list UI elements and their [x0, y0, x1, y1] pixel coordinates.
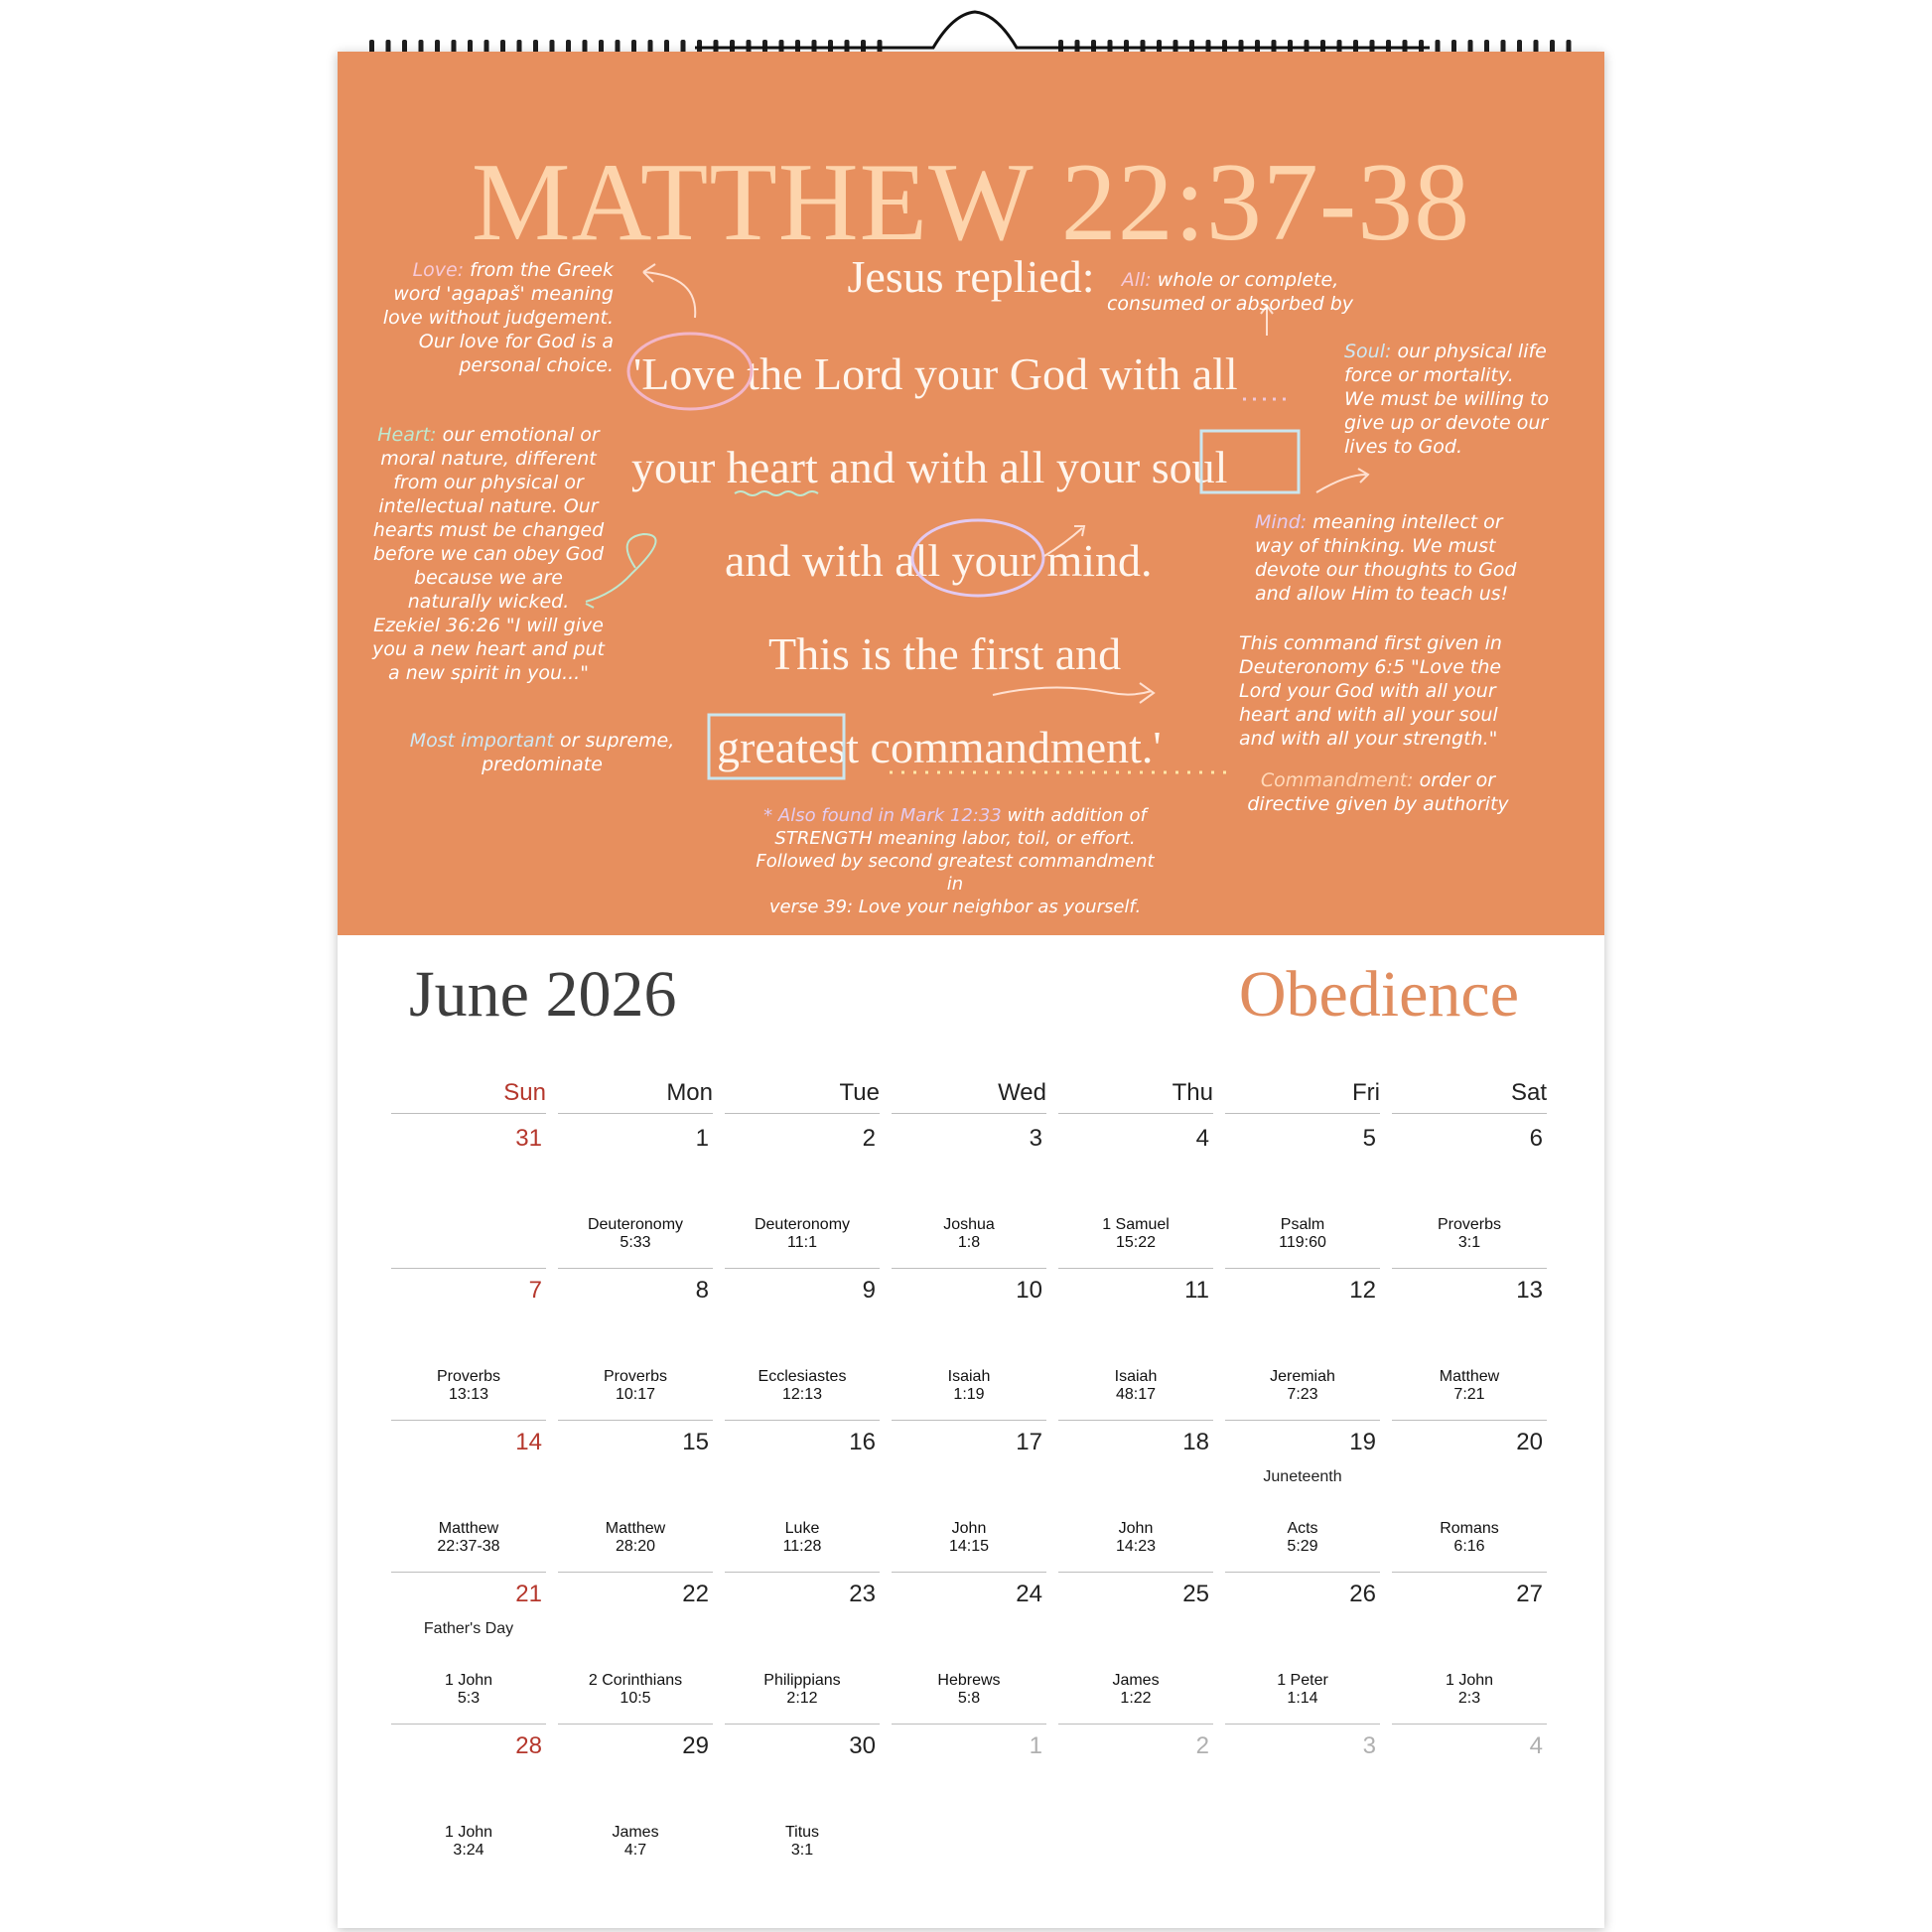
scripture-reference: 1 Samuel 15:22 — [1102, 1216, 1170, 1251]
note-mind: Mind: meaning intellect or way of thinking. We must devote our thoughts to God and allow Him to teach us! — [1255, 511, 1517, 605]
day-cell[interactable] — [1225, 1269, 1380, 1421]
day-cell[interactable] — [725, 1725, 880, 1875]
soul-box — [1201, 431, 1299, 492]
day-number: 6 — [1529, 1125, 1543, 1152]
day-cell[interactable] — [558, 1421, 713, 1573]
day-number: 5 — [1362, 1125, 1376, 1152]
scripture-reference: Isaiah 48:17 — [1114, 1368, 1158, 1403]
day-cell[interactable] — [892, 1269, 1046, 1421]
scripture-reference: Titus 3:1 — [784, 1824, 820, 1859]
scripture-reference: Psalm 119:60 — [1279, 1216, 1326, 1251]
day-number: 2 — [1195, 1732, 1209, 1759]
day-cell[interactable] — [391, 1573, 546, 1725]
scripture-reference: Matthew 22:37-38 — [437, 1520, 500, 1555]
scripture-reference: Jeremiah 7:23 — [1270, 1368, 1335, 1403]
day-cell[interactable] — [558, 1117, 713, 1269]
day-number: 3 — [1029, 1125, 1042, 1152]
love-circle — [628, 334, 752, 409]
day-cell[interactable] — [1225, 1725, 1380, 1875]
day-number: 20 — [1516, 1429, 1543, 1455]
day-cell[interactable] — [892, 1725, 1046, 1875]
day-number: 1 — [695, 1125, 709, 1152]
day-number: 4 — [1529, 1732, 1543, 1759]
day-cell[interactable] — [1058, 1573, 1213, 1725]
scripture-reference: Acts 5:29 — [1287, 1520, 1318, 1555]
note-mark: * Also found in Mark 12:33 with addition of STRENGTH meaning labor, toil, or effort. Followed by second greatest commandment in verse 39: Love your neighbor as yourself. — [756, 805, 1155, 917]
verse-intro: Jesus replied: — [847, 251, 1095, 302]
day-cell[interactable] — [391, 1421, 546, 1573]
scripture-reference: Isaiah 1:19 — [947, 1368, 991, 1403]
scripture-reference: 1 John 3:24 — [444, 1824, 493, 1859]
day-number: 1 — [1029, 1732, 1042, 1759]
scripture-title: MATTHEW 22:37-38 — [471, 141, 1471, 264]
weekday-tue: Tue — [725, 1079, 880, 1114]
scripture-reference: Hebrews 5:8 — [937, 1672, 1001, 1707]
day-number: 23 — [849, 1581, 876, 1607]
day-number: 27 — [1516, 1581, 1543, 1607]
day-cell[interactable] — [725, 1573, 880, 1725]
day-cell[interactable] — [1392, 1269, 1547, 1421]
day-number: 17 — [1016, 1429, 1042, 1455]
day-cell[interactable] — [1058, 1421, 1213, 1573]
day-cell[interactable] — [1058, 1117, 1213, 1269]
mind-circle — [912, 520, 1043, 596]
month-title: June 2026 — [409, 958, 677, 1031]
day-cell[interactable] — [1392, 1573, 1547, 1725]
day-cell[interactable] — [558, 1269, 713, 1421]
scripture-panel — [338, 52, 1604, 935]
weekday-sat: Sat — [1392, 1079, 1547, 1114]
day-cell[interactable] — [1225, 1421, 1380, 1573]
scripture-reference: Luke 11:28 — [782, 1520, 822, 1555]
note-all: All: whole or complete, consumed or absorbed by — [1106, 269, 1354, 315]
scripture-reference: Proverbs 13:13 — [436, 1368, 501, 1403]
day-cell[interactable] — [391, 1725, 546, 1875]
verse-line-2: your heart and with all your soul — [631, 442, 1228, 492]
day-number: 14 — [515, 1429, 542, 1455]
verse-line-1: 'Love the Lord your God with all — [633, 348, 1238, 399]
day-cell[interactable] — [1392, 1725, 1547, 1875]
weekday-sun: Sun — [391, 1079, 546, 1114]
day-cell[interactable] — [1392, 1117, 1547, 1269]
scripture-reference: Philippians 2:12 — [763, 1672, 841, 1707]
note-love: Love: from the Greek word 'agapaš' meaning love without judgement. Our love for God is a personal choice. — [382, 259, 614, 376]
day-number: 3 — [1362, 1732, 1376, 1759]
note-most-important: Most important or supreme, predominate — [409, 730, 675, 775]
scripture-reference: Joshua 1:8 — [943, 1216, 995, 1251]
scripture-reference: John 14:23 — [1115, 1520, 1157, 1555]
day-number: 24 — [1016, 1581, 1042, 1607]
weekday-fri: Fri — [1225, 1079, 1380, 1114]
day-cell[interactable] — [725, 1421, 880, 1573]
scripture-reference: Deuteronomy 11:1 — [754, 1216, 851, 1251]
day-cell[interactable] — [892, 1421, 1046, 1573]
weekday-thu: Thu — [1058, 1079, 1213, 1114]
scripture-reference: Ecclesiastes 12:13 — [758, 1368, 847, 1403]
day-number: 8 — [695, 1277, 709, 1304]
day-cell[interactable] — [1058, 1725, 1213, 1875]
scripture-reference: Matthew 7:21 — [1439, 1368, 1500, 1403]
scripture-reference: Matthew 28:20 — [605, 1520, 666, 1555]
day-number: 28 — [515, 1732, 542, 1759]
soul-arrow — [1316, 469, 1368, 492]
day-cell[interactable] — [391, 1269, 546, 1421]
day-number: 2 — [862, 1125, 876, 1152]
scripture-reference: 1 John 2:3 — [1445, 1672, 1494, 1707]
day-cell[interactable] — [1058, 1269, 1213, 1421]
day-cell[interactable] — [558, 1573, 713, 1725]
day-cell[interactable] — [1225, 1573, 1380, 1725]
holiday-label: Juneteenth — [1263, 1468, 1342, 1485]
day-number: 22 — [682, 1581, 709, 1607]
day-number: 29 — [682, 1732, 709, 1759]
scripture-reference: Deuteronomy 5:33 — [587, 1216, 684, 1251]
day-number: 4 — [1195, 1125, 1209, 1152]
scripture-reference: James 1:22 — [1112, 1672, 1160, 1707]
weekday-wed: Wed — [892, 1079, 1046, 1114]
day-number: 10 — [1016, 1277, 1042, 1304]
scripture-reference: 2 Corinthians 10:5 — [588, 1672, 683, 1707]
scripture-reference: John 14:15 — [948, 1520, 990, 1555]
verse-line-5: greatest commandment.' — [717, 722, 1162, 772]
note-soul: Soul: our physical life force or mortality. We must be willing to give up or devote our lives to God. — [1344, 341, 1550, 458]
month-theme: Obedience — [1238, 958, 1519, 1031]
weekday-mon: Mon — [558, 1079, 713, 1114]
first-arrow — [993, 683, 1154, 703]
day-cell[interactable] — [725, 1269, 880, 1421]
day-number: 13 — [1516, 1277, 1543, 1304]
day-number: 30 — [849, 1732, 876, 1759]
day-cell[interactable] — [892, 1117, 1046, 1269]
greatest-box — [709, 715, 844, 778]
scripture-reference: 1 Peter 1:14 — [1277, 1672, 1328, 1707]
day-cell[interactable] — [558, 1725, 713, 1875]
day-number: 11 — [1184, 1277, 1209, 1304]
scripture-reference: Romans 6:16 — [1440, 1520, 1499, 1555]
day-cell[interactable] — [1392, 1421, 1547, 1573]
day-cell[interactable] — [391, 1117, 546, 1269]
holiday-label: Father's Day — [423, 1620, 514, 1637]
day-number: 9 — [862, 1277, 876, 1304]
note-commandment: Commandment: order or directive given by authority — [1247, 769, 1509, 815]
calendar-page — [338, 52, 1604, 1928]
day-number: 7 — [528, 1277, 542, 1304]
note-first-command: This command first given in Deuteronomy 6:5 "Love the Lord your God with all your heart and with all your soul and with all your strength." — [1239, 632, 1502, 750]
day-cell[interactable] — [1225, 1117, 1380, 1269]
scripture-reference: Proverbs 10:17 — [603, 1368, 668, 1403]
day-number: 25 — [1182, 1581, 1209, 1607]
day-number: 18 — [1182, 1429, 1209, 1455]
heart-squiggle — [735, 491, 818, 495]
day-number: 19 — [1349, 1429, 1376, 1455]
note-heart: Heart: our emotional or moral nature, different from our physical or intellectual nature. Our hearts must be changed before we can obey God because we are naturally wicked. Ezekiel 36:26 "I will give you a new heart and put a new spirit in you..." — [372, 424, 605, 684]
day-cell[interactable] — [892, 1573, 1046, 1725]
scripture-reference: 1 John 5:3 — [444, 1672, 493, 1707]
day-number: 26 — [1349, 1581, 1376, 1607]
day-cell[interactable] — [725, 1117, 880, 1269]
day-number: 16 — [849, 1429, 876, 1455]
day-number: 15 — [682, 1429, 709, 1455]
day-number: 12 — [1349, 1277, 1376, 1304]
verse-line-4: This is the first and — [768, 628, 1122, 679]
weekday-header — [391, 1079, 1559, 1117]
scripture-reference: James 4:7 — [612, 1824, 659, 1859]
day-number: 31 — [515, 1125, 542, 1152]
day-number: 21 — [515, 1581, 542, 1607]
scripture-reference: Proverbs 3:1 — [1437, 1216, 1502, 1251]
verse-line-3: and with all your mind. — [725, 535, 1153, 586]
mind-arrow — [1044, 526, 1084, 556]
